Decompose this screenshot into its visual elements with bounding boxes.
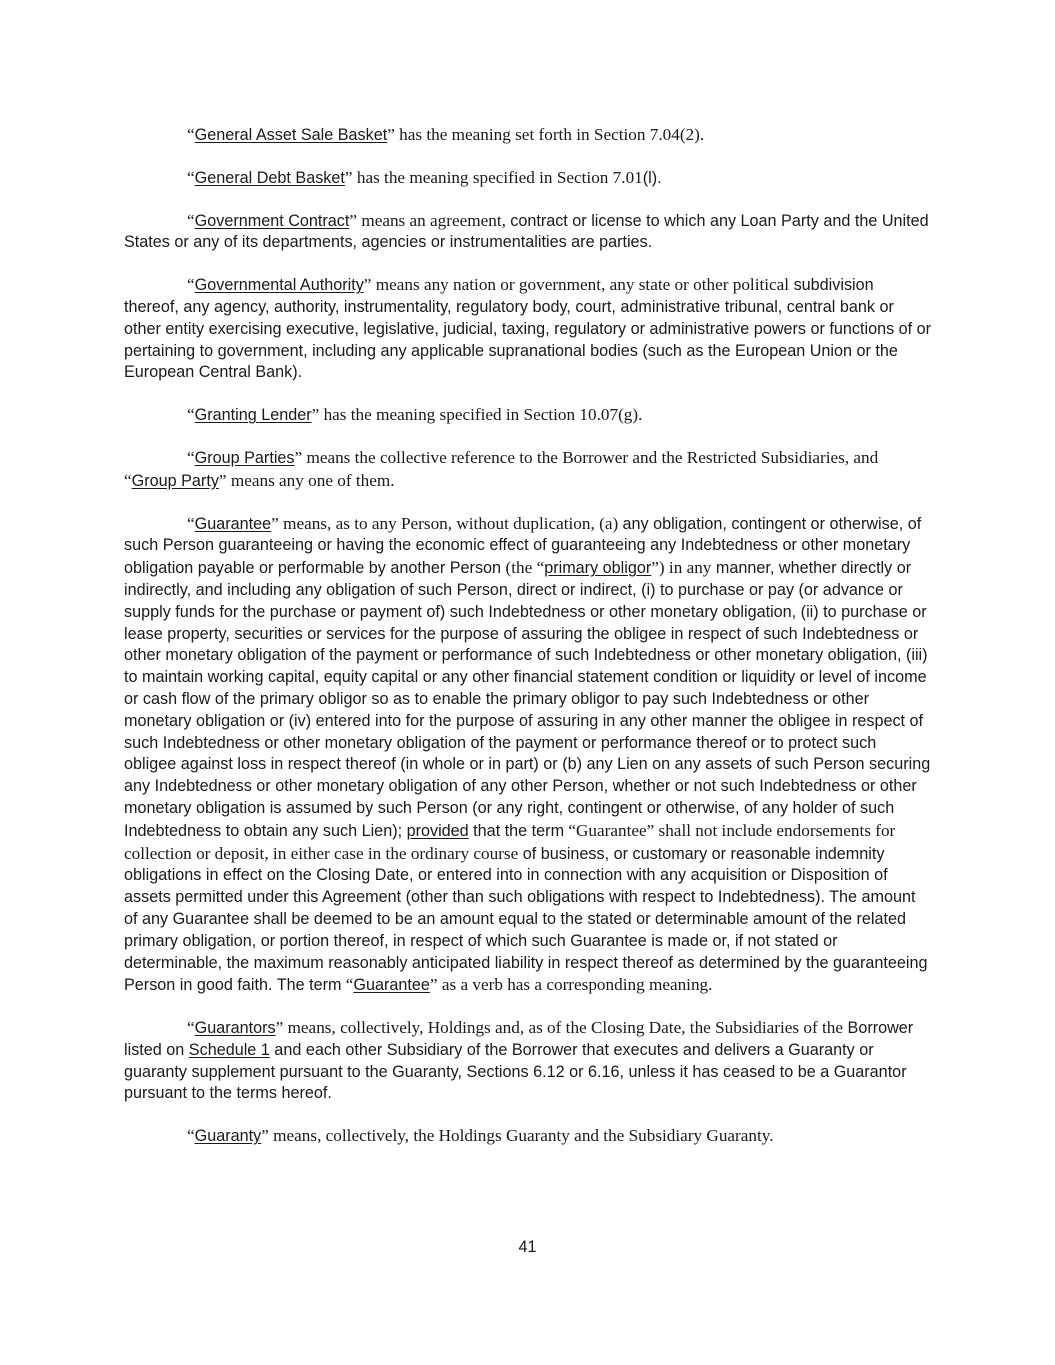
definition-guarantors: “Guarantors” means, collectively, Holdings and, as of the Closing Date, the Subsidiaries of the Borrower listed on Schedule 1 and each other Subsidiary of the Borrower that executes and delivers a Guaranty or guaranty supplement pursuant to the Guaranty, Sections 6.12 or 6.16, unless it has ceased to be a Guarantor pursuant to the terms hereof. xyxy=(124,1018,914,1103)
definition-general-asset-sale-basket: “General Asset Sale Basket” has the meaning set forth in Section 7.04(2). xyxy=(187,125,705,144)
definition-guaranty: “Guaranty” means, collectively, the Holdings Guaranty and the Subsidiary Guaranty. xyxy=(187,1126,774,1146)
definition-governmental-authority: “Governmental Authority” means any nation or government, any state or other political subdivision thereof, any agency, authority, instrumentality, regulatory body, court, administrative tribunal, central bank or other entity exercising executive, legislative, judicial, taxing, regulatory or administrative powers or functions of or pertaining to government, including any applicable supranational bodies (such as the European Union or the European Central Bank). xyxy=(124,275,932,382)
defined-term: General Asset Sale Basket xyxy=(194,126,388,144)
page-number: 41 xyxy=(518,1238,537,1256)
defined-term: General Debt Basket xyxy=(194,168,345,187)
proviso-term: provided xyxy=(406,821,469,840)
defined-term: Government Contract xyxy=(194,211,350,230)
defined-term: Guarantors xyxy=(194,1019,276,1038)
defined-term: Guaranty xyxy=(194,1127,262,1146)
defined-term: Guarantee xyxy=(353,976,430,995)
definition-general-debt-basket: “General Debt Basket” has the meaning specified in Section 7.01(l). xyxy=(187,167,662,187)
defined-term: Group Parties xyxy=(194,448,295,467)
definition-group-parties: “Group Parties” means the collective reference to the Borrower and the Restricted Subsidiaries, and “Group Party” means any one of them. xyxy=(124,447,879,490)
defined-term: Guarantee xyxy=(194,514,272,533)
definition-government-contract: “Government Contract” means an agreement, contract or license to which any Loan Party and the United States or any of its departments, agencies or instrumentalities are parties. xyxy=(124,210,929,252)
schedule-reference: Schedule 1 xyxy=(188,1040,270,1059)
defined-term: Granting Lender xyxy=(194,406,312,425)
definition-guarantee: “Guarantee” means, as to any Person, without duplication, (a) any obligation, contingent or otherwise, of such Person guaranteeing or having the economic effect of guaranteeing any Indebtedness or other monetary obligation payable or performable by another Person (the “primary obligor”) in any manner, whether directly or indirectly, and including any obligation of such Person, direct or indirect, (i) to purchase or pay (or advance or supply funds for the purchase or payment of) such Indebtedness or other monetary obligation, (ii) to purchase or lease property, securities or services for the purpose of assuring the obligee in respect of such Indebtedness or other monetary obligation of the payment or performance of such Indebtedness or other monetary obligation, (iii) to maintain working capital, equity capital or any other financial statement condition or liquidity or level of income or cash flow of the primary obligor so as to enable the primary obligor to pay such Indebtedness or other monetary obligation or (iv) entered into for the purpose of assuring in any other manner the obligee in respect of such Indebtedness or other monetary obligation of the payment or performance thereof or to protect such obligee against loss in respect thereof (in whole or in part) or (b) any Lien on any assets of such Person securing any Indebtedness or other monetary obligation of any other Person, whether or not such Indebtedness or other monetary obligation is assumed by such Person (or any right, contingent or otherwise, of any holder of such Indebtedness to obtain any such Lien); provided that the term “Guarantee” shall not include endorsements for collection or deposit, in either case in the ordinary course of business, or customary or reasonable indemnity obligations in effect on the Closing Date, or entered into in connection with any acquisition or Disposition of assets permitted under this Agreement (other than such obligations with respect to Indebtedness). The amount of any Guarantee shall be deemed to be an amount equal to the stated or determinable amount of the related primary obligation, or portion thereof, in respect of which such Guarantee is made or, if not stated or determinable, the maximum reasonably anticipated liability in respect thereof as determined by the guaranteeing Person in good faith. The term “Guarantee” as a verb has a corresponding meaning. xyxy=(124,513,931,995)
definition-granting-lender: “Granting Lender” has the meaning specified in Section 10.07(g). xyxy=(187,405,643,425)
document-page xyxy=(124,124,932,1168)
defined-term: Governmental Authority xyxy=(194,276,364,295)
defined-term: Group Party xyxy=(131,471,219,490)
defined-term: primary obligor xyxy=(544,559,652,578)
